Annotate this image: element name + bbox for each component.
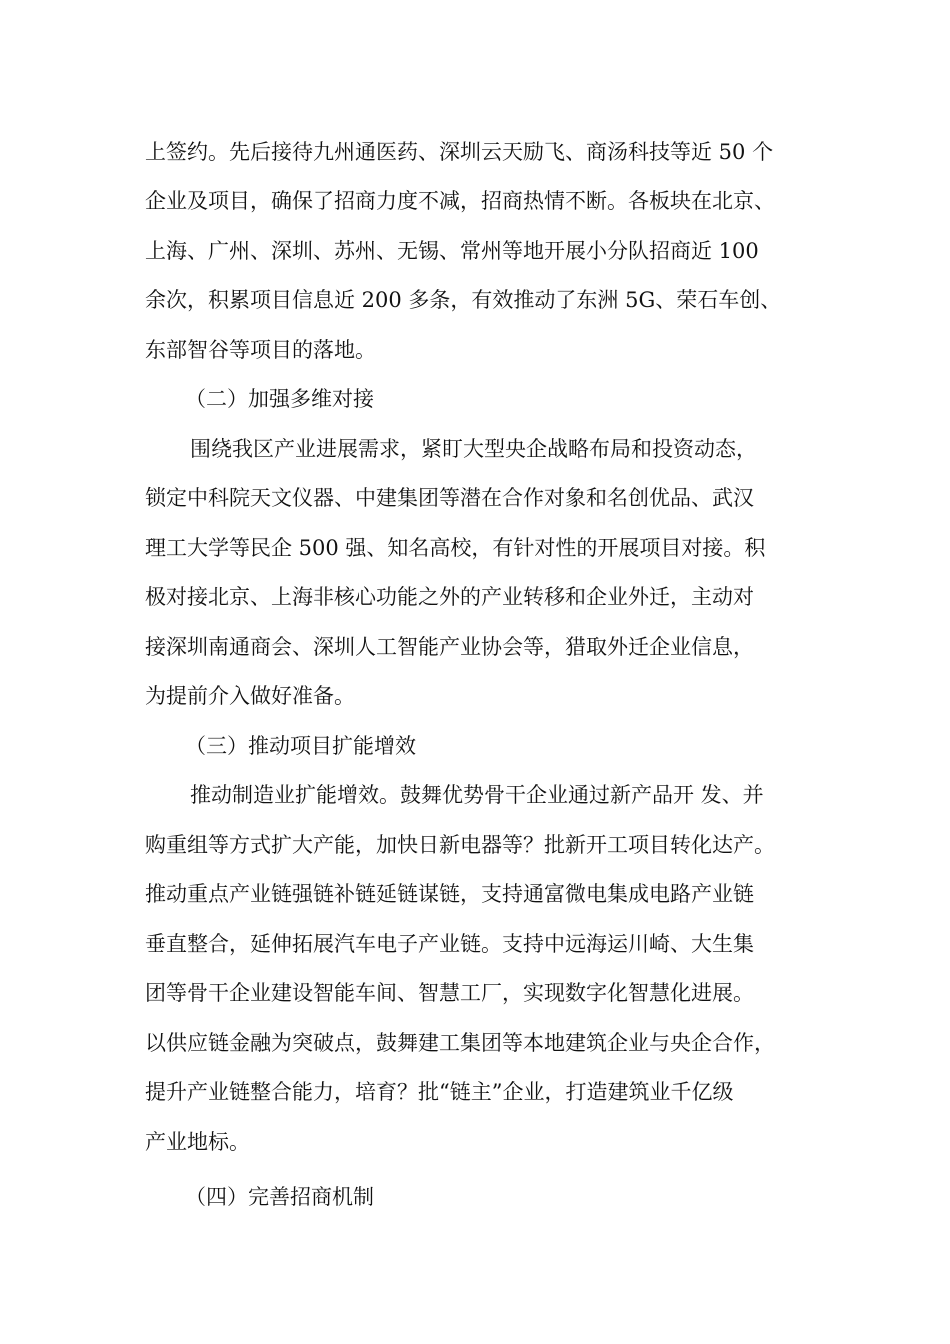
section-heading-2: （二）加强多维对接 <box>185 387 374 411</box>
paragraph-2-line-1: 围绕我区产业进展需求，紧盯大型央企战略布局和投资动态， <box>190 437 757 461</box>
paragraph-2-line-2: 锁定中科院天文仪器、中建集团等潜在合作对象和名创优品、武汉 <box>145 486 754 510</box>
paragraph-1-line-4: 余次，积累项目信息近 200 多条，有效推动了东洲 5G、荣石车创、 <box>145 288 782 312</box>
paragraph-1-line-3: 上海、广州、深圳、苏州、无锡、常州等地开展小分队招商近 100 <box>145 239 759 263</box>
paragraph-3-line-6: 以供应链金融为突破点，鼓舞建工集团等本地建筑企业与央企合作， <box>145 1031 775 1055</box>
paragraph-3-line-3: 推动重点产业链强链补链延链谋链，支持通富微电集成电路产业链 <box>145 882 754 906</box>
paragraph-1-line-5: 东部智谷等项目的落地。 <box>145 338 376 362</box>
paragraph-2-line-6: 为提前介入做好准备。 <box>145 684 355 708</box>
paragraph-1-line-1: 上签约。先后接待九州通医药、深圳云天励飞、商汤科技等近 50 个 <box>145 140 774 164</box>
paragraph-2-line-4: 极对接北京、上海非核心功能之外的产业转移和企业外迁，主动对 <box>145 585 754 609</box>
paragraph-3-line-8: 产业地标。 <box>145 1130 250 1154</box>
paragraph-3-line-2: 购重组等方式扩大产能，加快日新电器等？批新开工项目转化达产。 <box>145 833 775 857</box>
paragraph-3-line-7: 提升产业链整合能力，培育？批“链主”企业，打造建筑业千亿级 <box>145 1080 734 1104</box>
section-heading-4: （四）完善招商机制 <box>185 1185 374 1209</box>
paragraph-3-line-4: 垂直整合，延伸拓展汽车电子产业链。支持中远海运川崎、大生集 <box>145 932 754 956</box>
paragraph-1-line-2: 企业及项目，确保了招商力度不减，招商热情不断。各板块在北京、 <box>145 189 775 213</box>
paragraph-2-line-5: 接深圳南通商会、深圳人工智能产业协会等，猎取外迁企业信息， <box>145 635 754 659</box>
section-heading-3: （三）推动项目扩能增效 <box>185 734 416 758</box>
paragraph-2-line-3: 理工大学等民企 500 强、知名高校，有针对性的开展项目对接。积 <box>145 536 766 560</box>
paragraph-3-line-1: 推动制造业扩能增效。鼓舞优势骨干企业通过新产品开 发、并 <box>190 783 764 807</box>
paragraph-3-line-5: 团等骨干企业建设智能车间、智慧工厂，实现数字化智慧化进展。 <box>145 981 754 1005</box>
